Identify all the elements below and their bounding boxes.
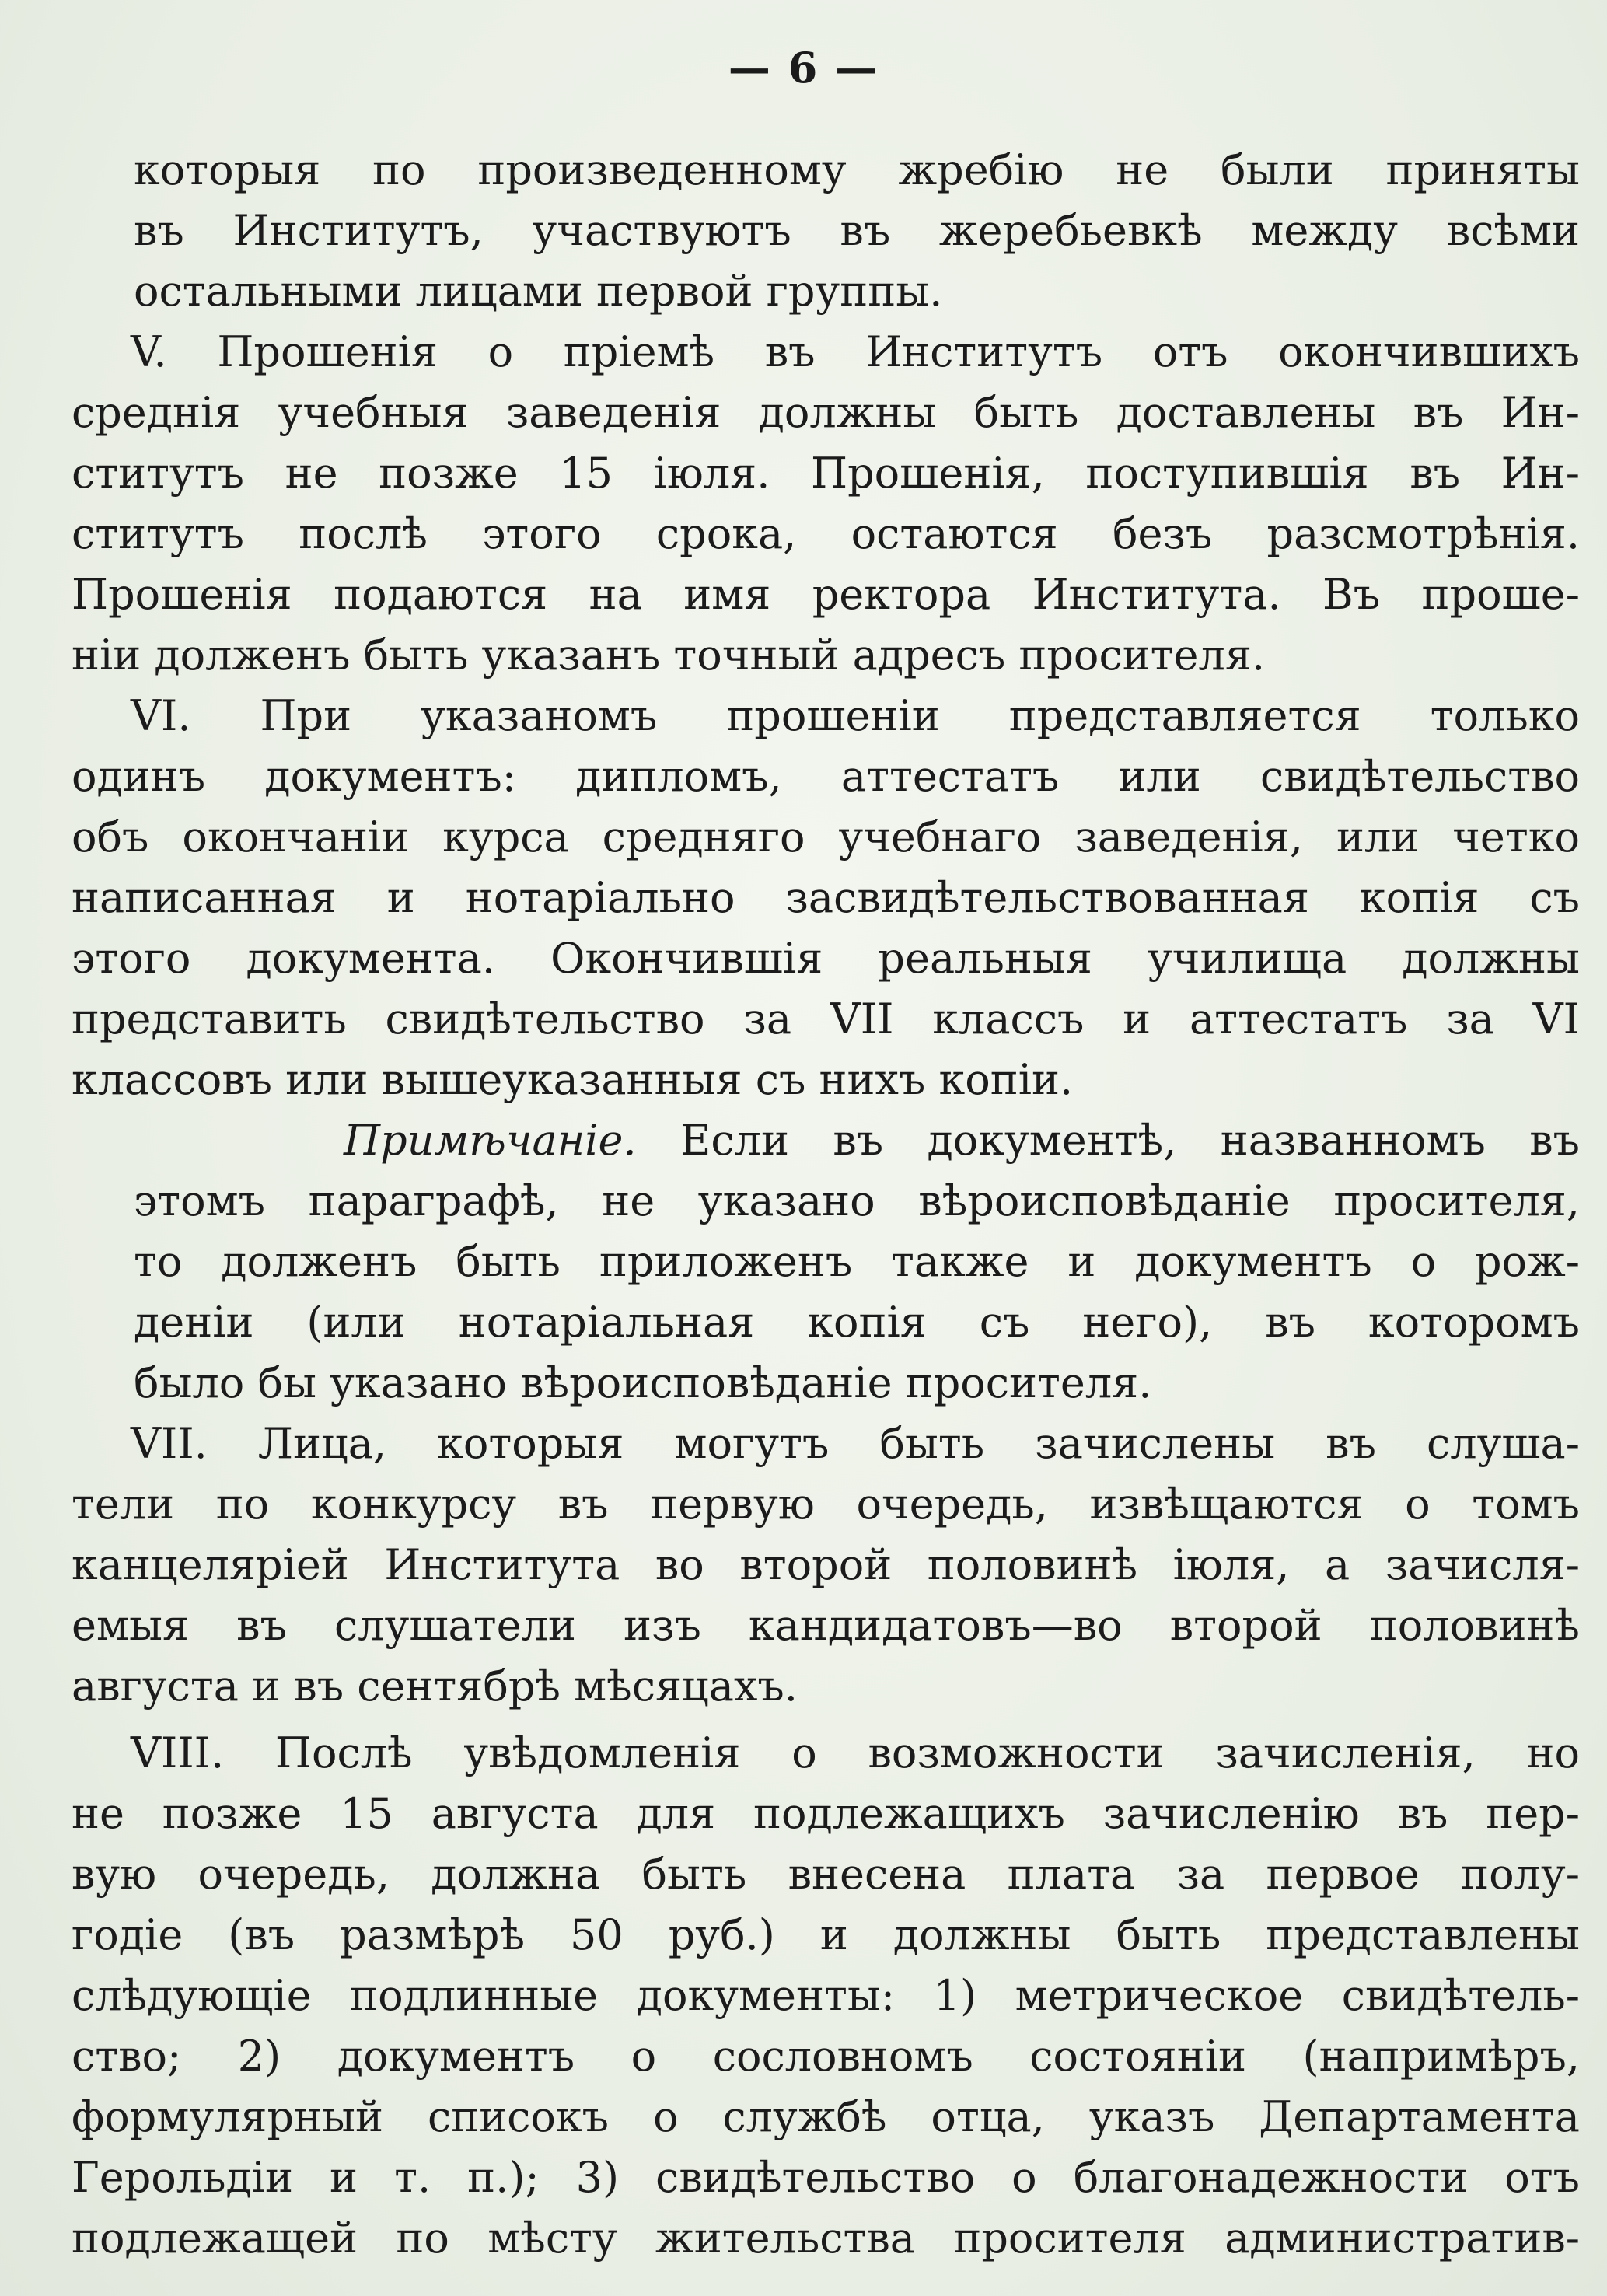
text-line: ніи долженъ быть указанъ точный адресъ просителя. [72, 631, 1266, 680]
text-line: въ Институтъ, участвуютъ въ жеребьевкѣ между всѣми [134, 206, 1580, 255]
text-line: подлежащей по мѣсту жительства просителя административ- [72, 2214, 1580, 2263]
text-line: написанная и нотаріально засвидѣтельствованная копія съ [72, 873, 1580, 922]
text-line: этомъ параграфѣ, не указано вѣроисповѣданіе просителя, [134, 1176, 1580, 1225]
text-line: среднія учебныя заведенія должны быть доставлены въ Ин- [72, 388, 1580, 437]
text-line: остальными лицами первой группы. [134, 267, 943, 316]
text-line: то долженъ быть приложенъ также и документъ о рож- [134, 1237, 1580, 1286]
text-line: Герольдіи и т. п.); 3) свидѣтельство о благонадежности отъ [72, 2153, 1580, 2202]
text-line: слѣдующіе подлинные документы: 1) метрическое свидѣтель- [72, 1971, 1580, 2020]
text-line: объ окончаніи курса средняго учебнаго заведенія, или четко [72, 813, 1580, 861]
text-line: одинъ документъ: дипломъ, аттестатъ или свидѣтельство [72, 752, 1580, 801]
paragraph-viii-start: VIII. Послѣ увѣдомленія о возможности зачисленія, но [131, 1728, 1580, 1777]
text-line: классовъ или вышеуказанныя съ нихъ копіи. [72, 1055, 1074, 1104]
text-line: которыя по произведенному жребію не были приняты [134, 145, 1580, 194]
text-line: ститутъ послѣ этого срока, остаются безъ разсмотрѣнія. [72, 509, 1580, 558]
text-line: емыя въ слушатели изъ кандидатовъ—во второй половинѣ [72, 1601, 1580, 1650]
text-line: не позже 15 августа для подлежащихъ зачисленію въ пер- [72, 1789, 1580, 1838]
paragraph-v-start: V. Прошенія о пріемѣ въ Институтъ отъ окончившихъ [131, 327, 1580, 376]
text-line: канцеляріей Института во второй половинѣ іюля, а зачисля- [72, 1540, 1580, 1589]
text-line: вую очередь, должна быть внесена плата за первое полу- [72, 1850, 1580, 1899]
text-line: годіе (въ размѣрѣ 50 руб.) и должны быть представлены [72, 1910, 1580, 1959]
text-line: было бы указано вѣроисповѣданіе просителя. [134, 1358, 1152, 1407]
text-line: ститутъ не позже 15 іюля. Прошенія, поступившія въ Ин- [72, 449, 1580, 498]
text-line: формулярный списокъ о службѣ отца, указъ Департамента [72, 2092, 1580, 2141]
paragraph-vi-start: VI. При указаномъ прошеніи представляется только [131, 691, 1580, 740]
text-line: ство; 2) документъ о сословномъ состояніи (напримѣръ, [72, 2032, 1580, 2081]
text-line: этого документа. Окончившія реальныя училища должны [72, 934, 1580, 983]
text-line: Прошенія подаются на имя ректора Института. Въ проше- [72, 570, 1580, 619]
body-text [72, 140, 1580, 2269]
text-line: представить свидѣтельство за VII классъ и аттестатъ за VI [72, 994, 1580, 1043]
text-line: деніи (или нотаріальная копія съ него), въ которомъ [134, 1298, 1580, 1347]
text-line: тели по конкурсу въ первую очередь, извѣщаются о томъ [72, 1480, 1580, 1529]
page-number: — 6 — [728, 43, 879, 93]
paragraph-vii-start: VII. Лица, которыя могутъ быть зачислены въ слуша- [131, 1419, 1580, 1468]
note-label: Примѣчаніе. [344, 1116, 637, 1165]
text-line: августа и въ сентябрѣ мѣсяцахъ. [72, 1662, 798, 1711]
note-first-line [134, 1110, 1580, 1171]
note-text: Если въ документѣ, названномъ въ [680, 1116, 1580, 1165]
